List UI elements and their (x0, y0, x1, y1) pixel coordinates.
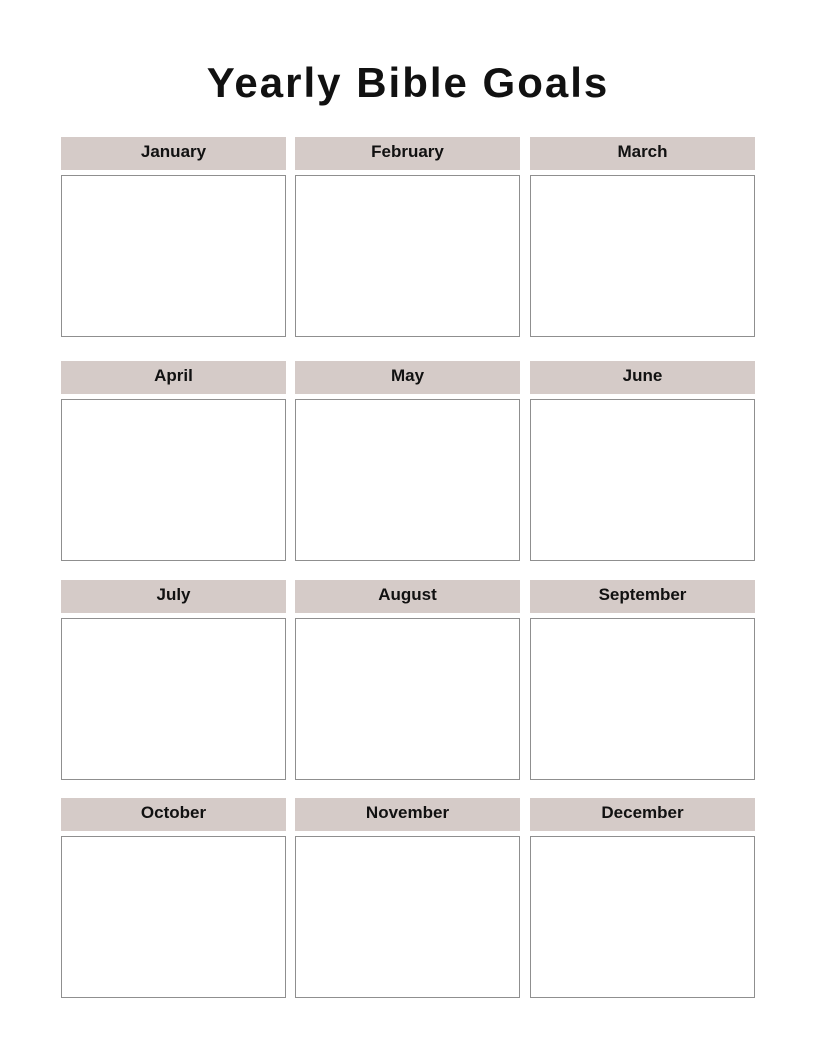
month-header: July (61, 580, 286, 613)
month-card-october (61, 798, 286, 998)
month-card-september (530, 580, 755, 780)
month-card-november (295, 798, 520, 998)
goal-box-march[interactable] (530, 175, 755, 337)
month-header: January (61, 137, 286, 170)
goal-box-october[interactable] (61, 836, 286, 998)
goal-box-may[interactable] (295, 399, 520, 561)
month-header: September (530, 580, 755, 613)
month-card-april (61, 361, 286, 561)
month-header: February (295, 137, 520, 170)
month-card-january (61, 137, 286, 337)
page-title: Yearly Bible Goals (206, 59, 610, 106)
goal-box-january[interactable] (61, 175, 286, 337)
month-header: April (61, 361, 286, 394)
month-row (61, 798, 755, 998)
month-header: November (295, 798, 520, 831)
goal-box-april[interactable] (61, 399, 286, 561)
month-card-august (295, 580, 520, 780)
month-card-december (530, 798, 755, 998)
goal-box-february[interactable] (295, 175, 520, 337)
month-header: August (295, 580, 520, 613)
month-header: October (61, 798, 286, 831)
month-header: March (530, 137, 755, 170)
goal-box-december[interactable] (530, 836, 755, 998)
month-row (61, 137, 755, 337)
month-card-may (295, 361, 520, 561)
month-card-march (530, 137, 755, 337)
month-header: December (530, 798, 755, 831)
month-card-june (530, 361, 755, 561)
month-header: June (530, 361, 755, 394)
goal-box-september[interactable] (530, 618, 755, 780)
goal-box-november[interactable] (295, 836, 520, 998)
month-row (61, 580, 755, 780)
month-card-february (295, 137, 520, 337)
goal-box-june[interactable] (530, 399, 755, 561)
month-row (61, 361, 755, 561)
goal-box-august[interactable] (295, 618, 520, 780)
goal-box-july[interactable] (61, 618, 286, 780)
month-header: May (295, 361, 520, 394)
month-card-july (61, 580, 286, 780)
